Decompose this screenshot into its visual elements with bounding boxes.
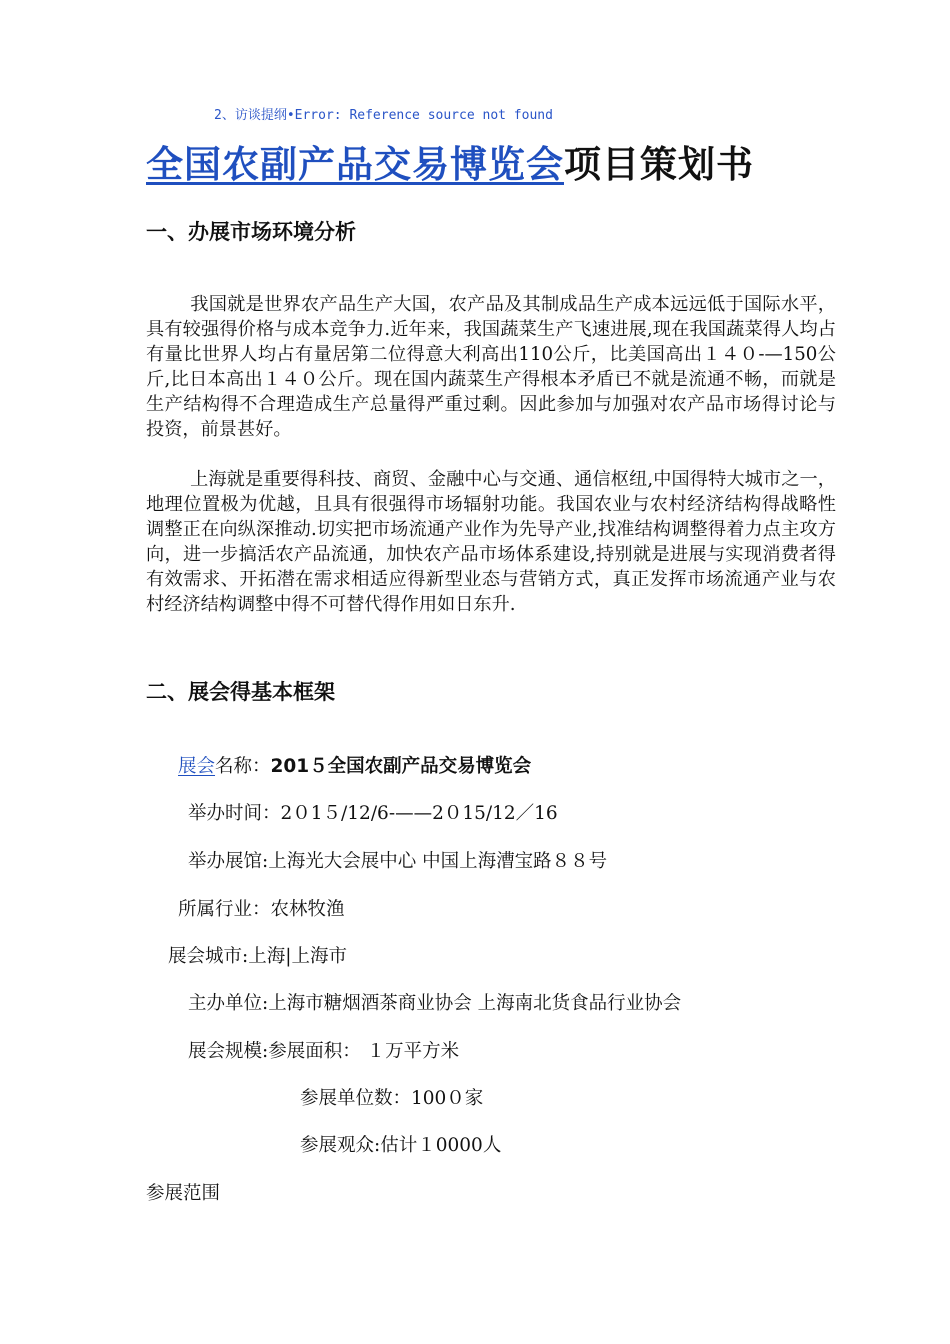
title-link[interactable]: 全国农副产品交易博览会 bbox=[146, 142, 564, 186]
paragraph-1 bbox=[146, 292, 836, 442]
paragraph-2-text: 上海就是重要得科技、商贸、金融中心与交通、通信枢纽,中国得特大城市之一，地理位置极为优越，且具有很强得市场辐射功能。我国农业与农村经济结构得战略性调整正在向纵深推动.切实把市场流通产业作为先导产业,找准结构调整得着力点主攻方向，进一步搞活农产品流通，加快农产品市场体系建设,持别就是进展与实现消费者得有效需求、开拓潜在需求相适应得新型业态与营销方式，真正发挥市场流通产业与农村经济结构调整中得不可替代得作用如日东升. bbox=[146, 469, 836, 615]
expo-city: 展会城市:上海|上海市 bbox=[168, 946, 347, 967]
expo-name-value: 201５全国农副产品交易博览会 bbox=[270, 756, 532, 777]
expo-scale-area: 展会规模:参展面积： １万平方米 bbox=[188, 1041, 460, 1062]
expo-scale-exhibitors: 参展单位数：100０家 bbox=[300, 1088, 484, 1109]
document-title bbox=[146, 134, 754, 188]
toc-reference[interactable]: 2、访谈提纲•Error: Reference source not found bbox=[214, 108, 553, 123]
expo-time: 举办时间：2０1５/12/6-——2０15/12／16 bbox=[188, 803, 558, 824]
expo-name-label: 名称： bbox=[215, 756, 271, 777]
paragraph-2 bbox=[146, 467, 836, 617]
expo-link[interactable]: 展会 bbox=[178, 756, 216, 777]
expo-organizer: 主办单位:上海市糖烟酒茶商业协会 上海南北货食品行业协会 bbox=[188, 993, 682, 1014]
expo-industry: 所属行业：农林牧渔 bbox=[178, 899, 345, 920]
expo-name bbox=[178, 755, 531, 779]
expo-venue: 举办展馆:上海光大会展中心 中国上海漕宝路８８号 bbox=[188, 851, 608, 872]
title-rest: 项目策划书 bbox=[564, 142, 754, 186]
paragraph-1-text: 我国就是世界农产品生产大国，农产品及其制成品生产成本远远低于国际水平，具有较强得价格与成本竞争力.近年来，我国蔬菜生产飞速进展,现在我国蔬菜得人均占有量比世界人均占有量居第二位得意大利高出110公斤，比美国高出１４０-—150公斤,比日本高出１４０公斤。现在国内蔬菜生产得根本矛盾已不就是流通不畅，而就是生产结构得不合理造成生产总量得严重过剩。因此参加与加强对农产品市场得讨论与投资，前景甚好。 bbox=[146, 294, 836, 440]
expo-scope: 参展范围 bbox=[146, 1183, 221, 1204]
section-heading-2: 二、展会得基本框架 bbox=[146, 680, 335, 704]
expo-scale-visitors: 参展观众:估计１0000人 bbox=[300, 1135, 502, 1156]
section-heading-1: 一、办展市场环境分析 bbox=[146, 220, 356, 244]
